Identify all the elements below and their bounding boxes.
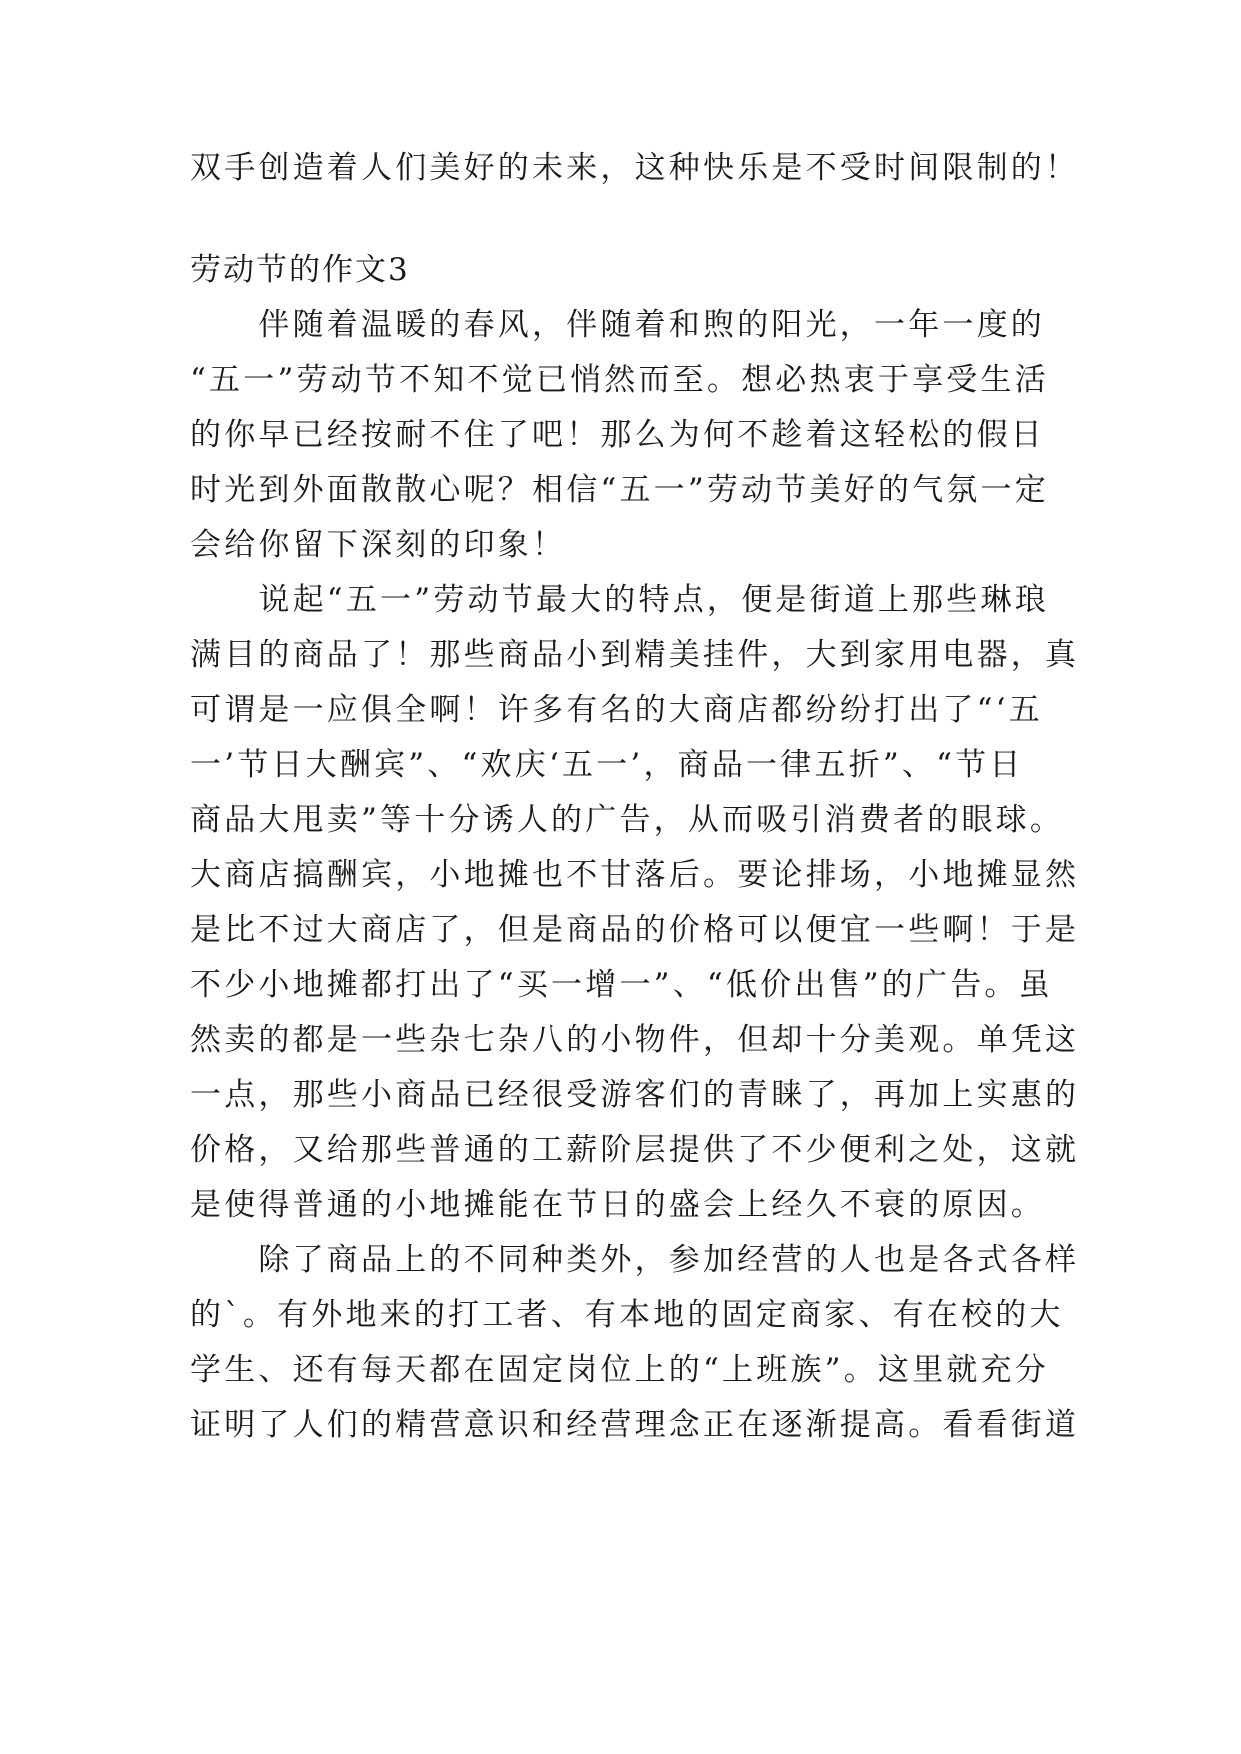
paragraph-line: 一’节日大酬宾”、“欢庆‘五一’，商品一律五折”、“节日 bbox=[190, 747, 1024, 783]
paragraph-line: 然卖的都是一些杂七杂八的小物件，但却十分美观。单凭这 bbox=[190, 1022, 1080, 1058]
paragraph-line: 一点，那些小商品已经很受游客们的青睐了，再加上实惠的 bbox=[190, 1077, 1080, 1113]
paragraph-line: 学生、还有每天都在固定岗位上的“上班族”。这里就充分 bbox=[190, 1352, 1049, 1388]
paragraph-line: 价格，又给那些普通的工薪阶层提供了不少便利之处，这就 bbox=[190, 1132, 1080, 1168]
paragraph-line: 说起“五一”劳动节最大的特点，便是街道上那些琳琅 bbox=[190, 582, 1049, 618]
paragraph-line: 的`。有外地来的打工者、有本地的固定商家、有在校的大 bbox=[190, 1297, 1064, 1333]
paragraph-line: 除了商品上的不同种类外，参加经营的人也是各式各样 bbox=[190, 1242, 1080, 1278]
paragraph-line: “五一”劳动节不知不觉已悄然而至。想必热衷于享受生活 bbox=[190, 362, 1049, 398]
paragraph-line: 会给你留下深刻的印象！ bbox=[190, 527, 567, 563]
paragraph-line: 时光到外面散散心呢？相信“五一”劳动节美好的气氛一定 bbox=[190, 472, 1049, 508]
paragraph-line: 不少小地摊都打出了“买一增一”、“低价出售”的广告。虽 bbox=[190, 967, 1053, 1003]
paragraph-line: 的你早已经按耐不住了吧！那么为何不趁着这轻松的假日 bbox=[190, 417, 1045, 453]
paragraph-line: 证明了人们的精营意识和经营理念正在逐渐提高。看看街道 bbox=[190, 1407, 1080, 1443]
paragraph-line: 伴随着温暖的春风，伴随着和煦的阳光，一年一度的 bbox=[190, 307, 1045, 343]
paragraph-line: 满目的商品了！那些商品小到精美挂件，大到家用电器，真 bbox=[190, 637, 1080, 673]
paragraph-line: 可谓是一应俱全啊！许多有名的大商店都纷纷打出了“‘五 bbox=[190, 692, 1043, 728]
paragraph-line: 双手创造着人们美好的未来，这种快乐是不受时间限制的！ bbox=[190, 150, 1080, 186]
paragraph-line: 是使得普通的小地摊能在节日的盛会上经久不衰的原因。 bbox=[190, 1187, 1045, 1223]
paragraph-line: 商品大甩卖”等十分诱人的广告，从而吸引消费者的眼球。 bbox=[190, 802, 1065, 838]
paragraph-line: 大商店搞酬宾，小地摊也不甘落后。要论排场，小地摊显然 bbox=[190, 857, 1080, 893]
section-heading: 劳动节的作文3 bbox=[190, 252, 410, 288]
paragraph-line: 是比不过大商店了，但是商品的价格可以便宜一些啊！于是 bbox=[190, 912, 1080, 948]
